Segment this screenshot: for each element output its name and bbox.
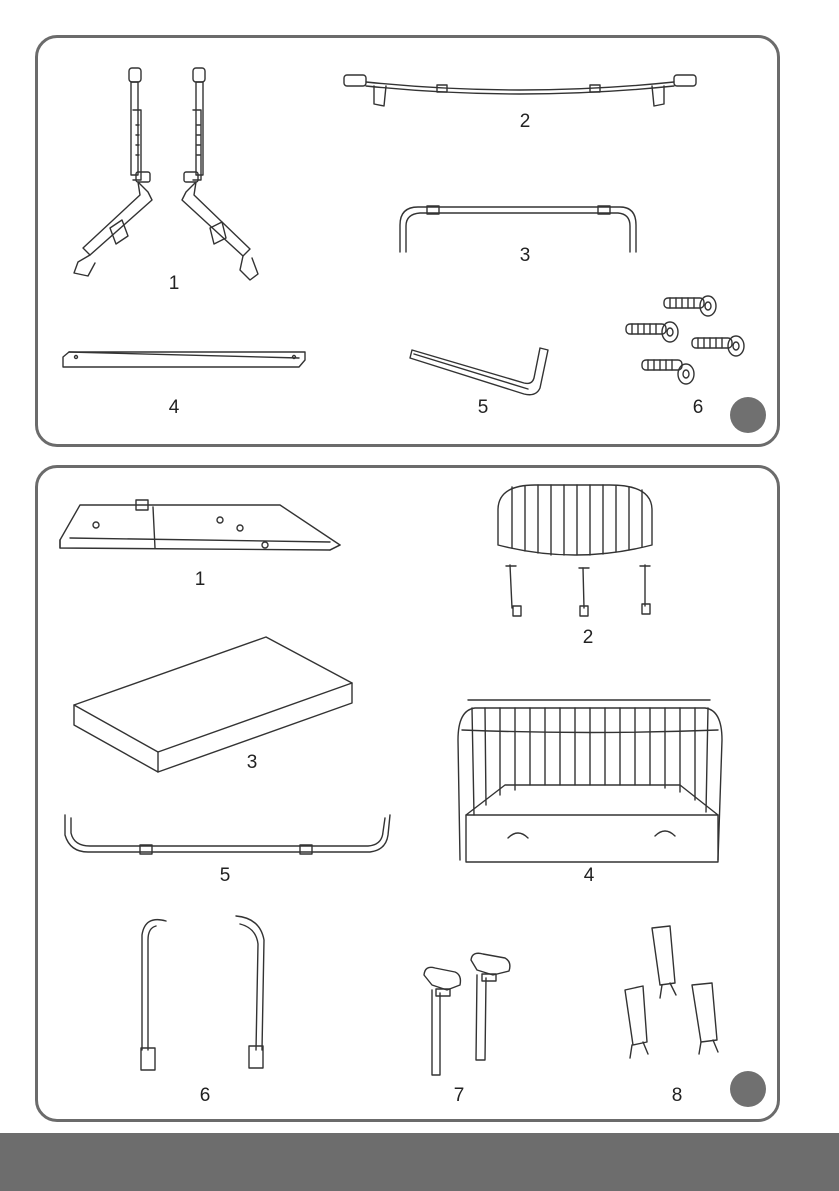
part-label-1: 1 bbox=[194, 569, 206, 590]
fabric-hood-drawing bbox=[498, 485, 652, 616]
part-label-2: 2 bbox=[582, 627, 594, 648]
fabric-straps-drawing bbox=[625, 926, 718, 1058]
curved-frame-bar-drawing bbox=[65, 815, 390, 854]
page-footer-bar bbox=[0, 1133, 839, 1191]
part-label-4: 4 bbox=[583, 865, 595, 886]
part-label-3: 3 bbox=[246, 752, 258, 773]
part-label-6: 6 bbox=[692, 397, 704, 418]
panel-marker-dot bbox=[730, 1071, 766, 1107]
part-label-8: 8 bbox=[671, 1085, 683, 1106]
folding-base-board-drawing bbox=[60, 500, 340, 550]
side-arcs-drawing bbox=[141, 916, 264, 1070]
mattress-drawing bbox=[74, 637, 352, 772]
part-label-4: 4 bbox=[168, 397, 180, 418]
support-posts-drawing bbox=[424, 953, 510, 1075]
part-label-1: 1 bbox=[168, 273, 180, 294]
part-label-6: 6 bbox=[199, 1085, 211, 1106]
part-label-2: 2 bbox=[519, 111, 531, 132]
part-label-5: 5 bbox=[219, 865, 231, 886]
part-label-7: 7 bbox=[453, 1085, 465, 1106]
part-label-3: 3 bbox=[519, 245, 531, 266]
fabric-bed-liner-drawing bbox=[458, 700, 722, 862]
part-label-5: 5 bbox=[477, 397, 489, 418]
